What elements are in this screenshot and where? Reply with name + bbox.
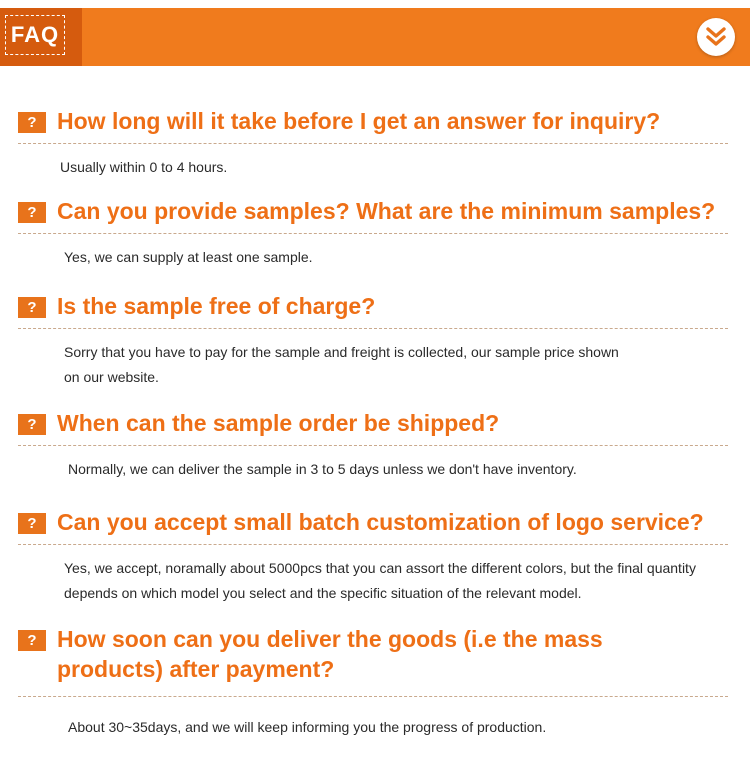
faq-answer: Yes, we can supply at least one sample. [64,249,313,265]
dashed-divider [18,328,728,329]
dashed-divider [18,544,728,545]
faq-question: Can you accept small batch customization of logo service? [57,509,704,535]
dashed-divider [18,233,728,234]
faq-answer: Normally, we can deliver the sample in 3 to 5 days unless we don't have inventory. [68,461,577,477]
faq-answer: Usually within 0 to 4 hours. [60,159,228,175]
dashed-divider [18,143,728,144]
question-mark-icon: ? [18,297,46,318]
question-mark-icon: ? [18,112,46,133]
faq-answer: About 30~35days, and we will keep informing you the progress of production. [68,719,547,735]
faq-answer: Sorry that you have to pay for the sample and freight is collected, our sample price shown on our website. [64,344,619,385]
faq-question: Can you provide samples? What are the minimum samples? [57,198,716,224]
dashed-divider [18,696,728,697]
faq-question: When can the sample order be shipped? [57,410,500,436]
faq-question: How long will it take before I get an answer for inquiry? [57,108,661,134]
banner-left-block [0,8,82,66]
faq-question: Is the sample free of charge? [57,293,376,319]
question-mark-icon: ? [18,414,46,435]
faq-title: FAQ [5,15,65,55]
faq-answer: Yes, we accept, noramally about 5000pcs that you can assort the different colors, but the final quantity depends on which model you select and the specific situation of the relevant model. [64,560,696,601]
dashed-divider [18,445,728,446]
question-mark-icon: ? [18,630,46,651]
faq-banner [0,8,750,66]
faq-question: How soon can you deliver the goods (i.e the mass products) after payment? [57,626,603,682]
question-mark-icon: ? [18,513,46,534]
question-mark-icon: ? [18,202,46,223]
double-chevron-down-icon[interactable] [697,18,735,56]
